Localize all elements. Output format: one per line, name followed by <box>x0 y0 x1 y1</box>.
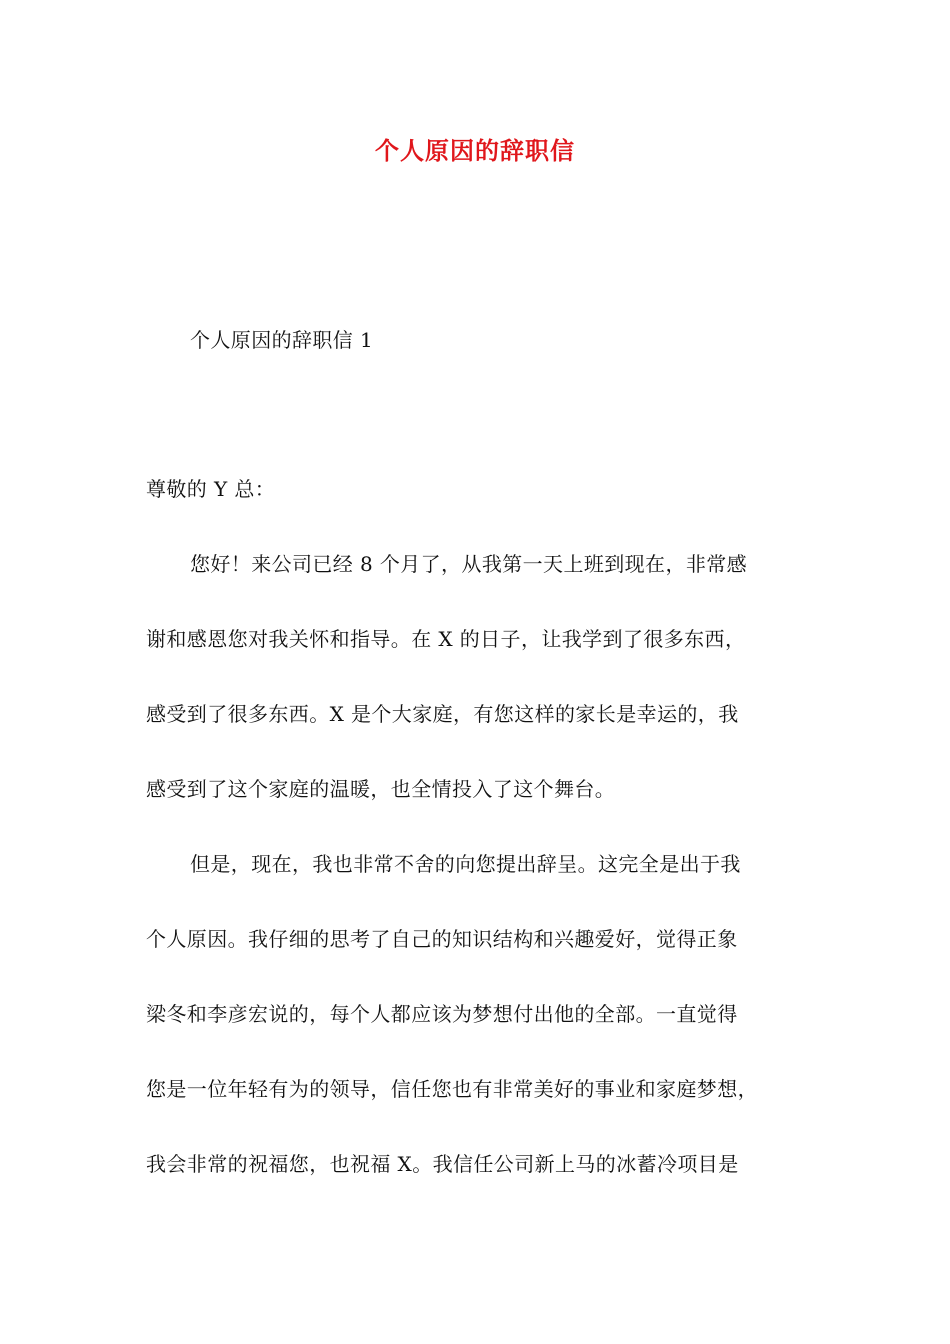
paragraph-1-line-3: 感受到了很多东西。X 是个大家庭，有您这样的家长是幸运的，我 <box>146 702 739 726</box>
section-heading: 个人原因的辞职信 1 <box>190 328 374 352</box>
salutation: 尊敬的 Y 总： <box>146 477 276 501</box>
paragraph-1-line-2: 谢和感恩您对我关怀和指导。在 X 的日子，让我学到了很多东西， <box>146 627 746 651</box>
paragraph-1-line-4: 感受到了这个家庭的温暖，也全情投入了这个舞台。 <box>146 777 616 801</box>
paragraph-1-line-1: 您好！来公司已经 8 个月了，从我第一天上班到现在，非常感 <box>190 552 748 576</box>
paragraph-2-line-2: 个人原因。我仔细的思考了自己的知识结构和兴趣爱好，觉得正象 <box>146 927 738 951</box>
paragraph-2-line-4: 您是一位年轻有为的领导，信任您也有非常美好的事业和家庭梦想， <box>146 1077 758 1101</box>
paragraph-2-line-5: 我会非常的祝福您，也祝福 X。我信任公司新上马的冰蓄冷项目是 <box>146 1152 739 1176</box>
document-title: 个人原因的辞职信 <box>375 136 575 165</box>
paragraph-2-line-3: 梁冬和李彦宏说的，每个人都应该为梦想付出他的全部。一直觉得 <box>146 1002 738 1026</box>
paragraph-2-line-1: 但是，现在，我也非常不舍的向您提出辞呈。这完全是出于我 <box>190 852 741 876</box>
